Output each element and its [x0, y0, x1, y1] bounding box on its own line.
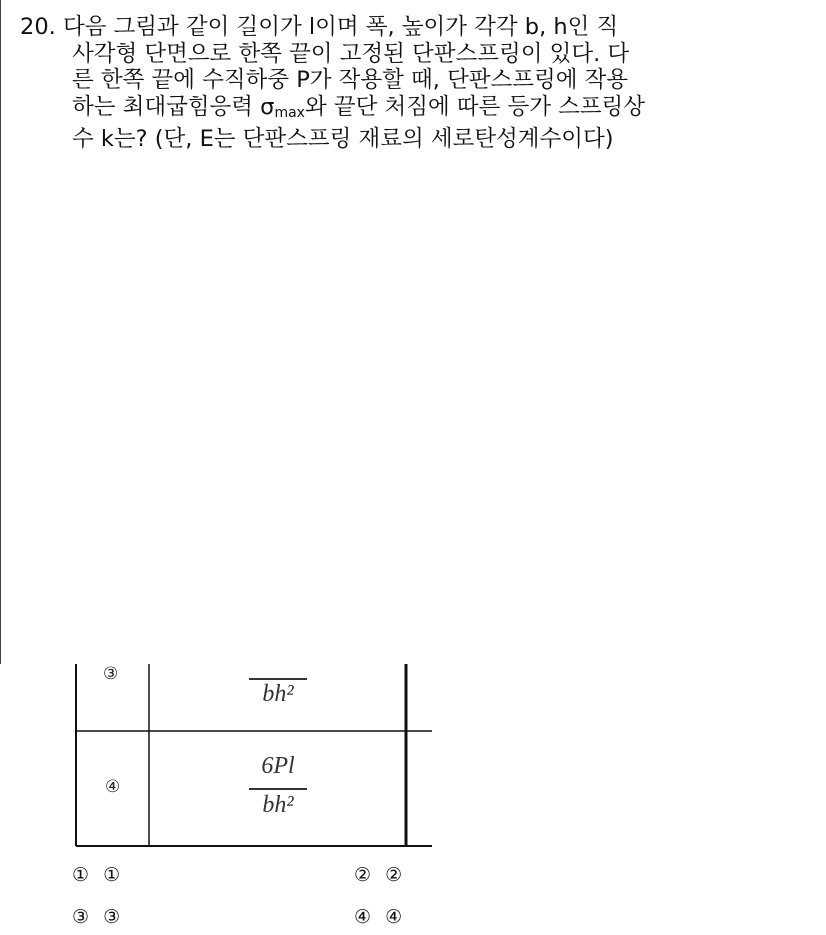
choice-1-value: ① — [103, 864, 121, 886]
row3-label: ③ — [103, 664, 119, 684]
choice-3-value: ③ — [103, 906, 121, 928]
row3-fraction-bar — [249, 678, 307, 680]
question-number: 20. — [20, 14, 56, 40]
row3-denominator: bh² — [262, 681, 294, 707]
question-line-4-a: 하는 최대굽힘응력 σ — [72, 93, 275, 120]
choice-2-value: ② — [385, 864, 403, 886]
left-border-line — [0, 0, 1, 664]
row4-fraction-bar — [249, 788, 307, 790]
choice-3-mark: ③ — [72, 906, 90, 928]
choice-4-value: ④ — [385, 906, 403, 928]
row4-denominator: bh² — [262, 792, 294, 818]
choice-4-mark: ④ — [354, 906, 372, 928]
question-line-4 — [20, 94, 790, 127]
choice-3[interactable] — [72, 906, 120, 928]
question-line-5: 수 k는? (단, E는 단판스프링 재료의 세로탄성계수이다) — [72, 126, 614, 152]
row4-numerator: 6Pl — [261, 753, 295, 779]
choice-2[interactable] — [354, 864, 402, 886]
choice-2-mark: ② — [354, 864, 372, 886]
row4-label: ④ — [105, 777, 121, 797]
question-line-3: 른 한쪽 끝에 수직하중 P가 작용할 때, 단판스프링에 작용 — [72, 67, 629, 93]
question-line-4-b: 와 끝단 처짐에 따른 등가 스프링상 — [304, 93, 646, 120]
question-line-1-text: 다음 그림과 같이 길이가 l이며 폭, 높이가 각각 b, h인 직 — [62, 14, 619, 40]
sigma-subscript: max — [274, 104, 305, 121]
choice-4[interactable] — [354, 906, 402, 928]
choice-1-mark: ① — [72, 864, 90, 886]
question-line-2: 사각형 단면으로 한쪽 끝이 고정된 단판스프링이 있다. 다 — [72, 40, 630, 67]
choice-1[interactable] — [72, 864, 120, 886]
question-line-1 — [20, 14, 790, 41]
question-text — [20, 14, 790, 153]
